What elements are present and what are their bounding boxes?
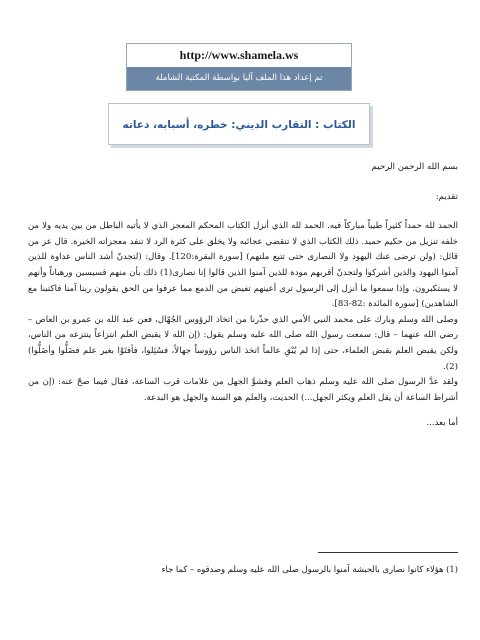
paragraph: ولقد عدَّ الرسول صلى الله عليه وسلم ذهاب العلم وفشوَّ الجهل من علامات قرب الساعة، فقال فيما صحّ عنه: (إن من أشراط الساعة أن يقل العلم ويكثر الجهل...) الحديث، والعلم هو السنة والجهل هو البدعة.	[28, 377, 459, 403]
paragraph: وصلى الله وسلم وبارك على محمد النبي الأمي الذي حذّرنا من اتخاذ الرؤوس الجُهّال، فعن عبد الله بن عمرو بن العاص – رضي الله عنهما – قال: سمعت رسول الله صلى الله عليه وسلم يقول: (إن الله لا يقبض العلم انتزاعاً ينتزعه من الناس، ولكن يقبض العلم بقبض العلماء، حتى إذا لم يُبْقِ عالماً اتخذ الناس رؤوساً جهالاً، فسُئِلوا، فأفتَوْا بغير علم فضَلُّوا وأضَلُّوا)(2).	[28, 314, 458, 372]
document-body	[28, 150, 458, 432]
source-note: تم إعداد هذا الملف آليا بواسطة المكتبة الشاملة	[127, 67, 351, 90]
footnote-divider	[318, 552, 458, 553]
book-title: الكتاب : التقارب الديني: خطره، أسبابه، دعاته	[122, 119, 356, 131]
basmala: بسم الله الرحمن الرحيم	[371, 162, 458, 172]
intro-label: تقديم:	[435, 191, 458, 202]
source-url[interactable]: http://www.shamela.ws	[127, 44, 351, 67]
closing-line: أما بعد...	[426, 418, 458, 429]
paragraph: الحمد لله حمداً كثيراً طيباً مباركاً فيه. الحمد لله الذي أنزل الكتاب المحكم المعجز الذي لا يأتيه الباطل من بين يديه ولا من خلفه تنزيل من حكيم حميد. ذلك الكتاب الذي لا تنقضي عجائبه ولا يخلق على كثرة الرد لا تنفد معجزاته الخيرة. قال عز من قائل: (ولن ترضى عنك اليهود ولا النصارى حتى تتبع ملتهم) [سورة البقرة:120]. وقال: (لتجدنّ أشد الناس عداوة للذين آمنوا اليهود والذين أشركوا ولتجدنّ أقربهم مودة للذين آمنوا الذين قالوا إنا نصارى(1) ذلك بأن منهم قسيسين ورهباناً وأنهم لا يستكبرون. وإذا سمعوا ما أنزل إلى الرسول ترى أعينهم تفيض من الدمع مما عرفوا من الحق يقولون ربنا آمنا فاكتبنا مع الشاهدين) [سورة المائدة :82-83].	[28, 221, 459, 310]
book-title-box	[108, 103, 370, 145]
footnote: (1) هؤلاء كانوا نصارى بالحبشة آمنوا بالرسول صلى الله عليه وسلم وصدقوه – كما جاء	[161, 564, 458, 574]
source-header	[126, 43, 352, 91]
